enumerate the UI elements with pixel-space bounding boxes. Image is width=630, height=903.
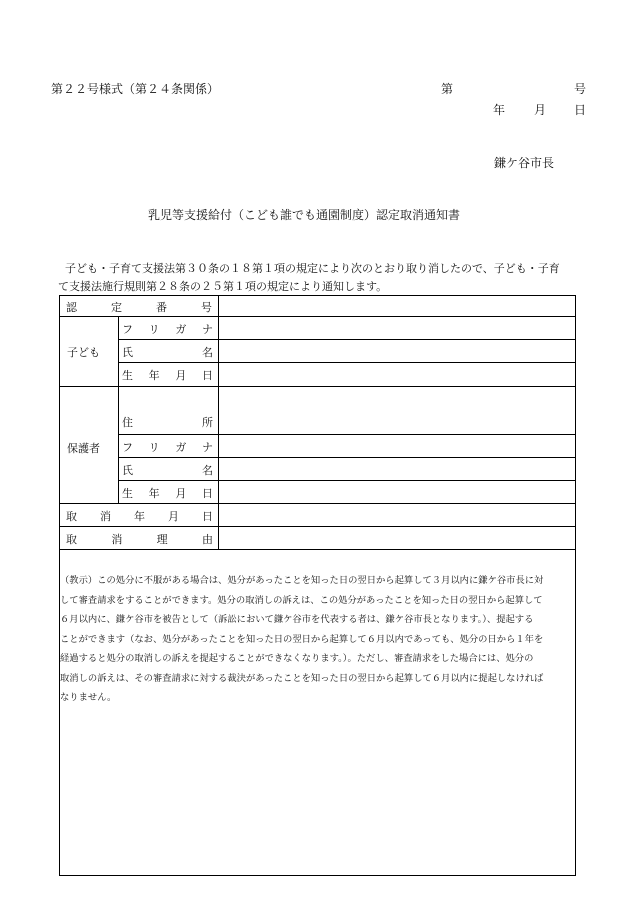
child-name-label: 氏 名	[122, 346, 213, 359]
child-name-field[interactable]	[219, 340, 575, 362]
guardian-group-label: 保護者	[67, 442, 100, 455]
guardian-furigana-label: フ リ ガ ナ	[122, 441, 213, 454]
cancel-date-field[interactable]	[219, 504, 575, 526]
notice-line: ことができます（なお、処分があったことを知った日の翌日から起算して６月以内であっても、処分の日から１年を	[60, 633, 544, 645]
form-table	[59, 295, 576, 876]
date-month: 月	[534, 103, 547, 117]
number-prefix: 第	[441, 82, 454, 96]
cancel-reason-label: 取 消 理 由	[66, 533, 213, 546]
document-title: 乳児等支援給付（こども誰でも通園制度）認定取消通知書	[148, 208, 461, 222]
notice-line: なりません。	[60, 692, 117, 703]
guardian-name-field[interactable]	[219, 458, 575, 480]
guardian-address-field[interactable]	[219, 387, 575, 434]
guardian-birthdate-label: 生 年 月 日	[122, 487, 213, 500]
guardian-furigana-field[interactable]	[219, 435, 575, 457]
intro-line-2: て支援法施行規則第２８条の２５第１項の規定により通知します。	[58, 280, 388, 293]
child-birthdate-label: 生 年 月 日	[122, 369, 213, 382]
form-number: 第２２号様式（第２４条関係）	[51, 82, 220, 96]
intro-line-1: 子ども・子育て支援法第３０条の１８第１項の規定により次のとおり取り消したので、子ども・子育	[65, 262, 560, 275]
cancel-reason-field[interactable]	[219, 527, 575, 549]
cert-number-label: 認 定 番 号	[66, 301, 212, 314]
guardian-address-label: 住 所	[122, 416, 213, 429]
number-suffix: 号	[574, 82, 587, 96]
child-group-label: 子ども	[67, 346, 100, 359]
cancel-date-label: 取 消 年 月 日	[66, 510, 213, 523]
notice-line: （教示）この処分に不服がある場合は、処分があったことを知った日の翌日から起算して３月以内に鎌ケ谷市長に対	[60, 575, 544, 586]
notice-line: 経過すると処分の取消しの訴えを提起することができなくなります。）。ただし、審査請求をした場合には、処分の	[60, 653, 534, 664]
cert-number-field[interactable]	[219, 296, 575, 316]
date-year: 年	[493, 103, 506, 117]
child-birthdate-field[interactable]	[219, 363, 575, 386]
notice-line: 取消しの訴えは、その審査請求に対する裁決があったことを知った日の翌日から起算して６月以内に提起しなければ	[60, 672, 544, 684]
child-furigana-label: フ リ ガ ナ	[122, 323, 213, 336]
child-furigana-field[interactable]	[219, 317, 575, 339]
appeal-notice	[60, 571, 575, 708]
guardian-birthdate-field[interactable]	[219, 481, 575, 503]
notice-line: ６月以内に、鎌ケ谷市を被告として（訴訟において鎌ケ谷市を代表する者は、鎌ケ谷市長となります。）、提起する	[60, 614, 534, 625]
issuer: 鎌ケ谷市長	[494, 156, 555, 170]
guardian-name-label: 氏 名	[122, 464, 213, 477]
notice-line: して審査請求をすることができます。処分の取消しの訴えは、この処分があったことを知った日の翌日から起算して	[60, 594, 543, 606]
date-day: 日	[574, 103, 587, 117]
